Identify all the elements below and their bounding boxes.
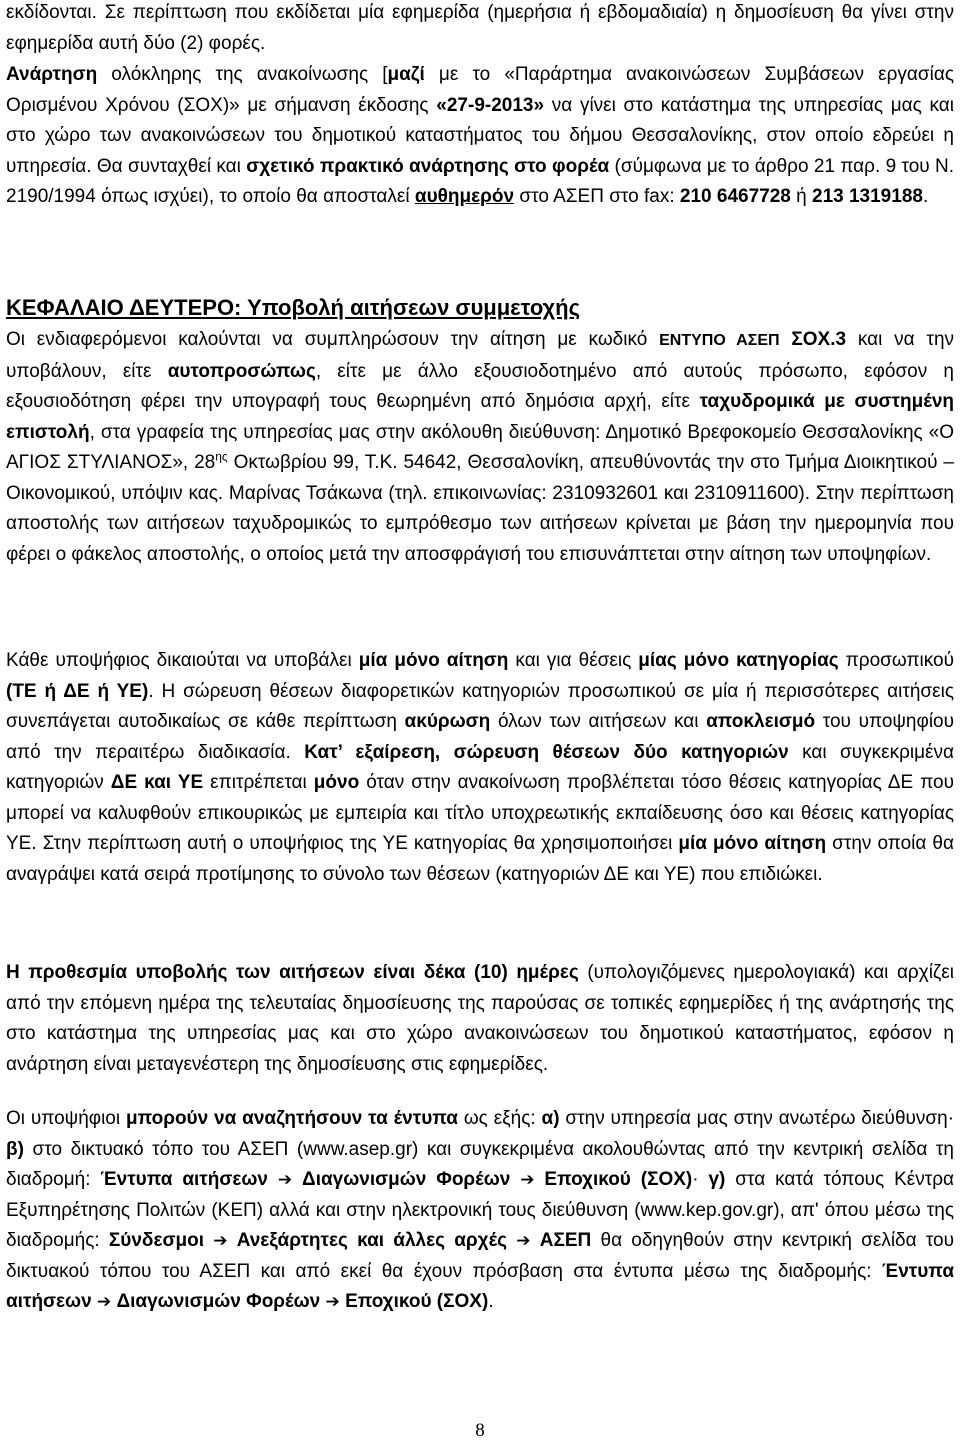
arrow-right-icon: ➔ <box>516 1231 531 1251</box>
paragraph-deadline: Η προθεσμία υποβολής των αιτήσεων είναι δέκα (10) ημέρες (υπολογιζόμενες ημερολογιακά) και αρχίζει από την επόμενη ημέρα της τελευταίας δημοσίευσης της παρούσας σε τοπικές εφημερίδες ή της ανάρτησής της στο κατάστημα της υπηρεσίας μας και στο χώρο ανακοινώσεων του δημοτικού καταστήματος, εφόσον η ανάρτηση είναι μεταγενέστερη της δημοσίευσης στις εφημερίδες. <box>6 962 954 1075</box>
arrow-right-icon: ➔ <box>277 1170 293 1190</box>
arrow-right-icon: ➔ <box>325 1292 340 1312</box>
arrow-right-icon: ➔ <box>213 1231 228 1251</box>
paragraph-posting: Ανάρτηση ολόκληρης της ανακοίνωσης [μαζί με το «Παράρτημα ανακοινώσεων Συμβάσεων εργασίας Ορισμένου Χρόνου (ΣΟΧ)» με σήμανση έκδοσης «27-9-2013» να γίνει στο κατάστημα της υπηρεσίας μας και στο χώρο των ανακοινώσεων του δημοτικού καταστήματος του δήμου Θεσσαλονίκης, στον οποίο εδρεύει η υπηρεσία. Θα συνταχθεί και σχετικό πρακτικό ανάρτησης στο φορέα (σύμφωνα με το άρθρο 21 παρ. 9 του Ν. 2190/1994 όπως ισχύει), το οποίο θα αποσταλεί αυθημερόν στο ΑΣΕΠ στο fax: 210 6467728 ή 213 1319188. <box>6 64 955 207</box>
section-heading: ΚΕΦΑΛΑΙΟ ΔΕΥΤΕΡΟ: Υποβολή αιτήσεων συμμετοχής <box>6 295 581 320</box>
paragraph-publication: εκδίδονται. Σε περίπτωση που εκδίδεται μία εφημερίδα (ημερήσια ή εβδομαδιαία) η δημοσίευση θα γίνει στην εφημερίδα αυτή δύο (2) φορές. <box>6 2 954 54</box>
arrow-right-icon: ➔ <box>96 1292 112 1312</box>
paragraph-single-application: Κάθε υποψήφιος δικαιούται να υποβάλει μία μόνο αίτηση και για θέσεις μίας μόνο κατηγορίας προσωπικού (ΤΕ ή ΔΕ ή ΥΕ). Η σώρευση θέσεων διαφορετικών κατηγοριών προσωπικού σε μία ή περισσότερες αιτήσεις συνεπάγεται αυτοδικαίως σε κάθε περίπτωση ακύρωση όλων των αιτήσεων και αποκλεισμό του υποψηφίου από την περαιτέρω διαδικασία. Κατ’ εξαίρεση, σώρευση θέσεων δύο κατηγοριών και συγκεκριμένα κατηγοριών ΔΕ και ΥΕ επιτρέπεται μόνο όταν στην ανακοίνωση προβλέπεται τόσο θέσεις κατηγορίας ΔΕ που μπορεί να καλυφθούν επικουρικώς με εμπειρία και τίτλο υποχρεωτικής εκπαίδευσης όσο και θέσεις κατηγορίας ΥΕ. Στην περίπτωση αυτή ο υποψήφιος της ΥΕ κατηγορίας θα χρησιμοποιήσει μία μόνο αίτηση στην οποία θα αναγράψει κατά σειρά προτίμησης το σύνολο των θέσεων (κατηγοριών ΔΕ και ΥΕ) που επιδιώκει. <box>6 650 955 885</box>
page-number: 8 <box>475 1420 485 1441</box>
paragraph-submission: Οι ενδιαφερόμενοι καλούνται να συμπληρώσουν την αίτηση με κωδικό ΕΝΤΥΠΟ ΑΣΕΠ ΣΟΧ.3 και να την υποβάλουν, είτε αυτοπροσώπως, είτε με άλλο εξουσιοδοτημένο από αυτούς πρόσωπο, εφόσον η εξουσιοδότηση φέρει την υπογραφή τους θεωρημένη από δημόσια αρχή, είτε ταχυδρομικά με συστημένη επιστολή, στα γραφεία της υπηρεσίας μας στην ακόλουθη διεύθυνση: Δημοτικό Βρεφοκομείο Θεσσαλονίκης «Ο ΑΓΙΟΣ ΣΤΥΛΙΑΝΟΣ», $28^{\eta\varsigma}$ Οκτωβρίου 99, Τ.Κ. 54642, Θεσσαλονίκη, απευθύνοντάς την στο Τμήμα Διοικητικού – Οικονομικού, υπόψιν κας. Μαρίνας Τσάκωνα (τηλ. επικοινωνίας: 2310932601 και 2310911600). Στην περίπτωση αποστολής των αιτήσεων ταχυδρομικώς το εμπρόθεσμο των αιτήσεων κρίνεται με βάση την ημερομηνία που φέρει ο φάκελος αποστολής, ο οποίος μετά την αποσφράγισή του επισυνάπτεται στην αίτηση των υποψηφίων. <box>6 329 955 565</box>
arrow-right-icon: ➔ <box>520 1170 535 1190</box>
paragraph-forms: Οι υποψήφιοι μπορούν να αναζητήσουν τα έντυπα ως εξής: α) στην υπηρεσία μας στην ανωτέρω διεύθυνση· β) στο δικτυακό τόπο του ΑΣΕΠ (www.asep.gr) και συγκεκριμένα ακολουθώντας από την κεντρική σελίδα τη διαδρομή: Έντυπα αιτήσεων ➔ Διαγωνισμών Φορέων ➔ Εποχικού (ΣΟΧ)· γ) στα κατά τόπους Κέντρα Εξυπηρέτησης Πολιτών (ΚΕΠ) αλλά και στην ηλεκτρονική τους διεύθυνση (www.kep.gov.gr), απ' όπου μέσω της διαδρομής: Σύνδεσμοι ➔ Ανεξάρτητες και άλλες αρχές ➔ ΑΣΕΠ θα οδηγηθούν στην κεντρική σελίδα του δικτυακού τόπου του ΑΣΕΠ και από εκεί θα έχουν πρόσβαση στα έντυπα μέσω της διαδρομής: Έντυπα αιτήσεων ➔ Διαγωνισμών Φορέων ➔ Εποχικού (ΣΟΧ). <box>6 1108 955 1312</box>
